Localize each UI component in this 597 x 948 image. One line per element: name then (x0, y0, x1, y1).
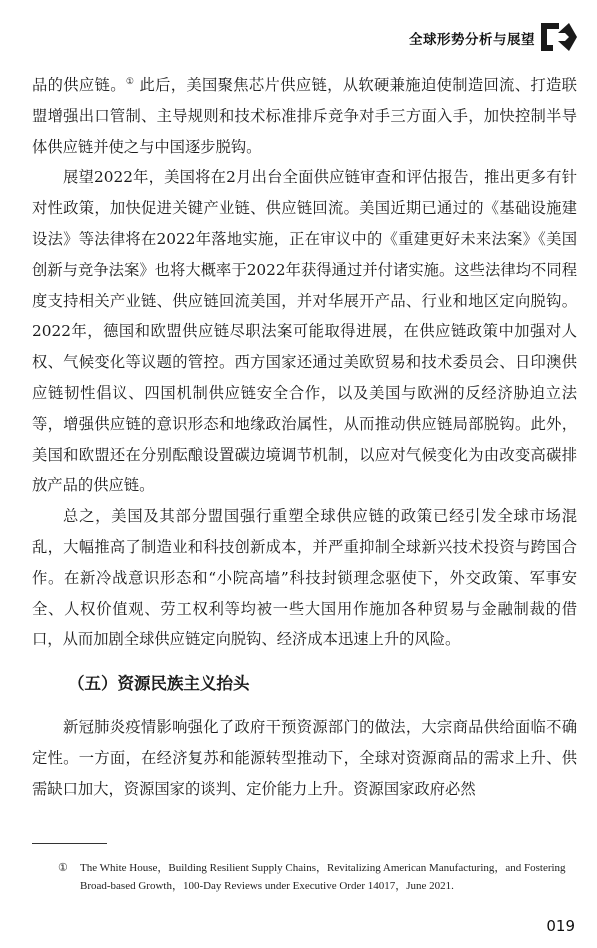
paragraph-4: 新冠肺炎疫情影响强化了政府干预资源部门的做法，大宗商品供给面临不确定性。一方面，在经济复苏和能源转型推动下，全球对资源商品的需求上升、供需缺口加大，资源国家的谈判、定价能力上升。资源国家政府必然 (32, 718, 577, 798)
paragraph-2: 展望2022年，美国将在2月出台全面供应链审查和评估报告，推出更多有针对性政策，加快促进关键产业链、供应链回流。美国近期已通过的《基础设施建设法》等法律将在2022年落地实施，正在审议中的《重建更好未来法案》《美国创新与竞争法案》也将大概率于2022年获得通过并付诸实施。这些法律均不同程度支持相关产业链、供应链回流美国，并对华展开产品、行业和地区定向脱钩。2022年，德国和欧盟供应链尽职法案可能取得进展，在供应链政策中加强对人权、气候变化等议题的管控。西方国家还通过美欧贸易和技术委员会、日印澳供应链韧性倡议、四国机制供应链安全合作，以及美国与欧洲的反经济胁迫立法等，增强供应链的意识形态和地缘政治属性，从而推动供应链局部脱钩。此外，美国和欧盟还在分别酝酿设置碳边境调节机制，以应对气候变化为由改变高碳排放产品的供应链。 (32, 168, 577, 495)
paragraph-3: 总之，美国及其部分盟国强行重塑全球供应链的政策已经引发全球市场混乱，大幅推高了制造业和科技创新成本，并严重抑制全球新兴技术投资与跨国合作。在新冷战意识形态和“小院高墙”科技封锁理念驱使下，外交政策、军事安全、人权价值观、劳工权利等均被一些大国用作施加各种贸易与金融制裁的借口，从而加剧全球供应链定向脱钩、经济成本迅速上升的风险。 (32, 507, 577, 649)
page-number: 019 (546, 917, 575, 935)
section-heading: （五）资源民族主义抬头 (68, 674, 250, 694)
footnote-text: The White House，Building Resilient Supply Chains，Revitalizing American Manufacturing，and Fostering Broad-based Growth，100-Day Reviews under Executive Order 14017，June 2021. (80, 862, 566, 892)
footnote (32, 859, 577, 895)
footnote-marker: ① (58, 862, 68, 874)
paragraph-1-start: 品的供应链。 (32, 76, 126, 94)
paragraph-1 (32, 70, 577, 162)
footnote-divider (32, 843, 107, 844)
running-header-title: 全球形势分析与展望 (409, 32, 535, 48)
paragraph-1-rest: 此后，美国聚焦芯片供应链，从软硬兼施迫使制造回流、打造联盟增强出口管制、主导规则和技术标准排斥竞争对手三方面入手，加快控制半导体供应链并使之与中国逐步脱钩。 (32, 76, 577, 156)
footnote-reference[interactable]: ① (125, 76, 135, 87)
bracket-logo-icon (539, 20, 579, 54)
body-text (32, 70, 577, 805)
